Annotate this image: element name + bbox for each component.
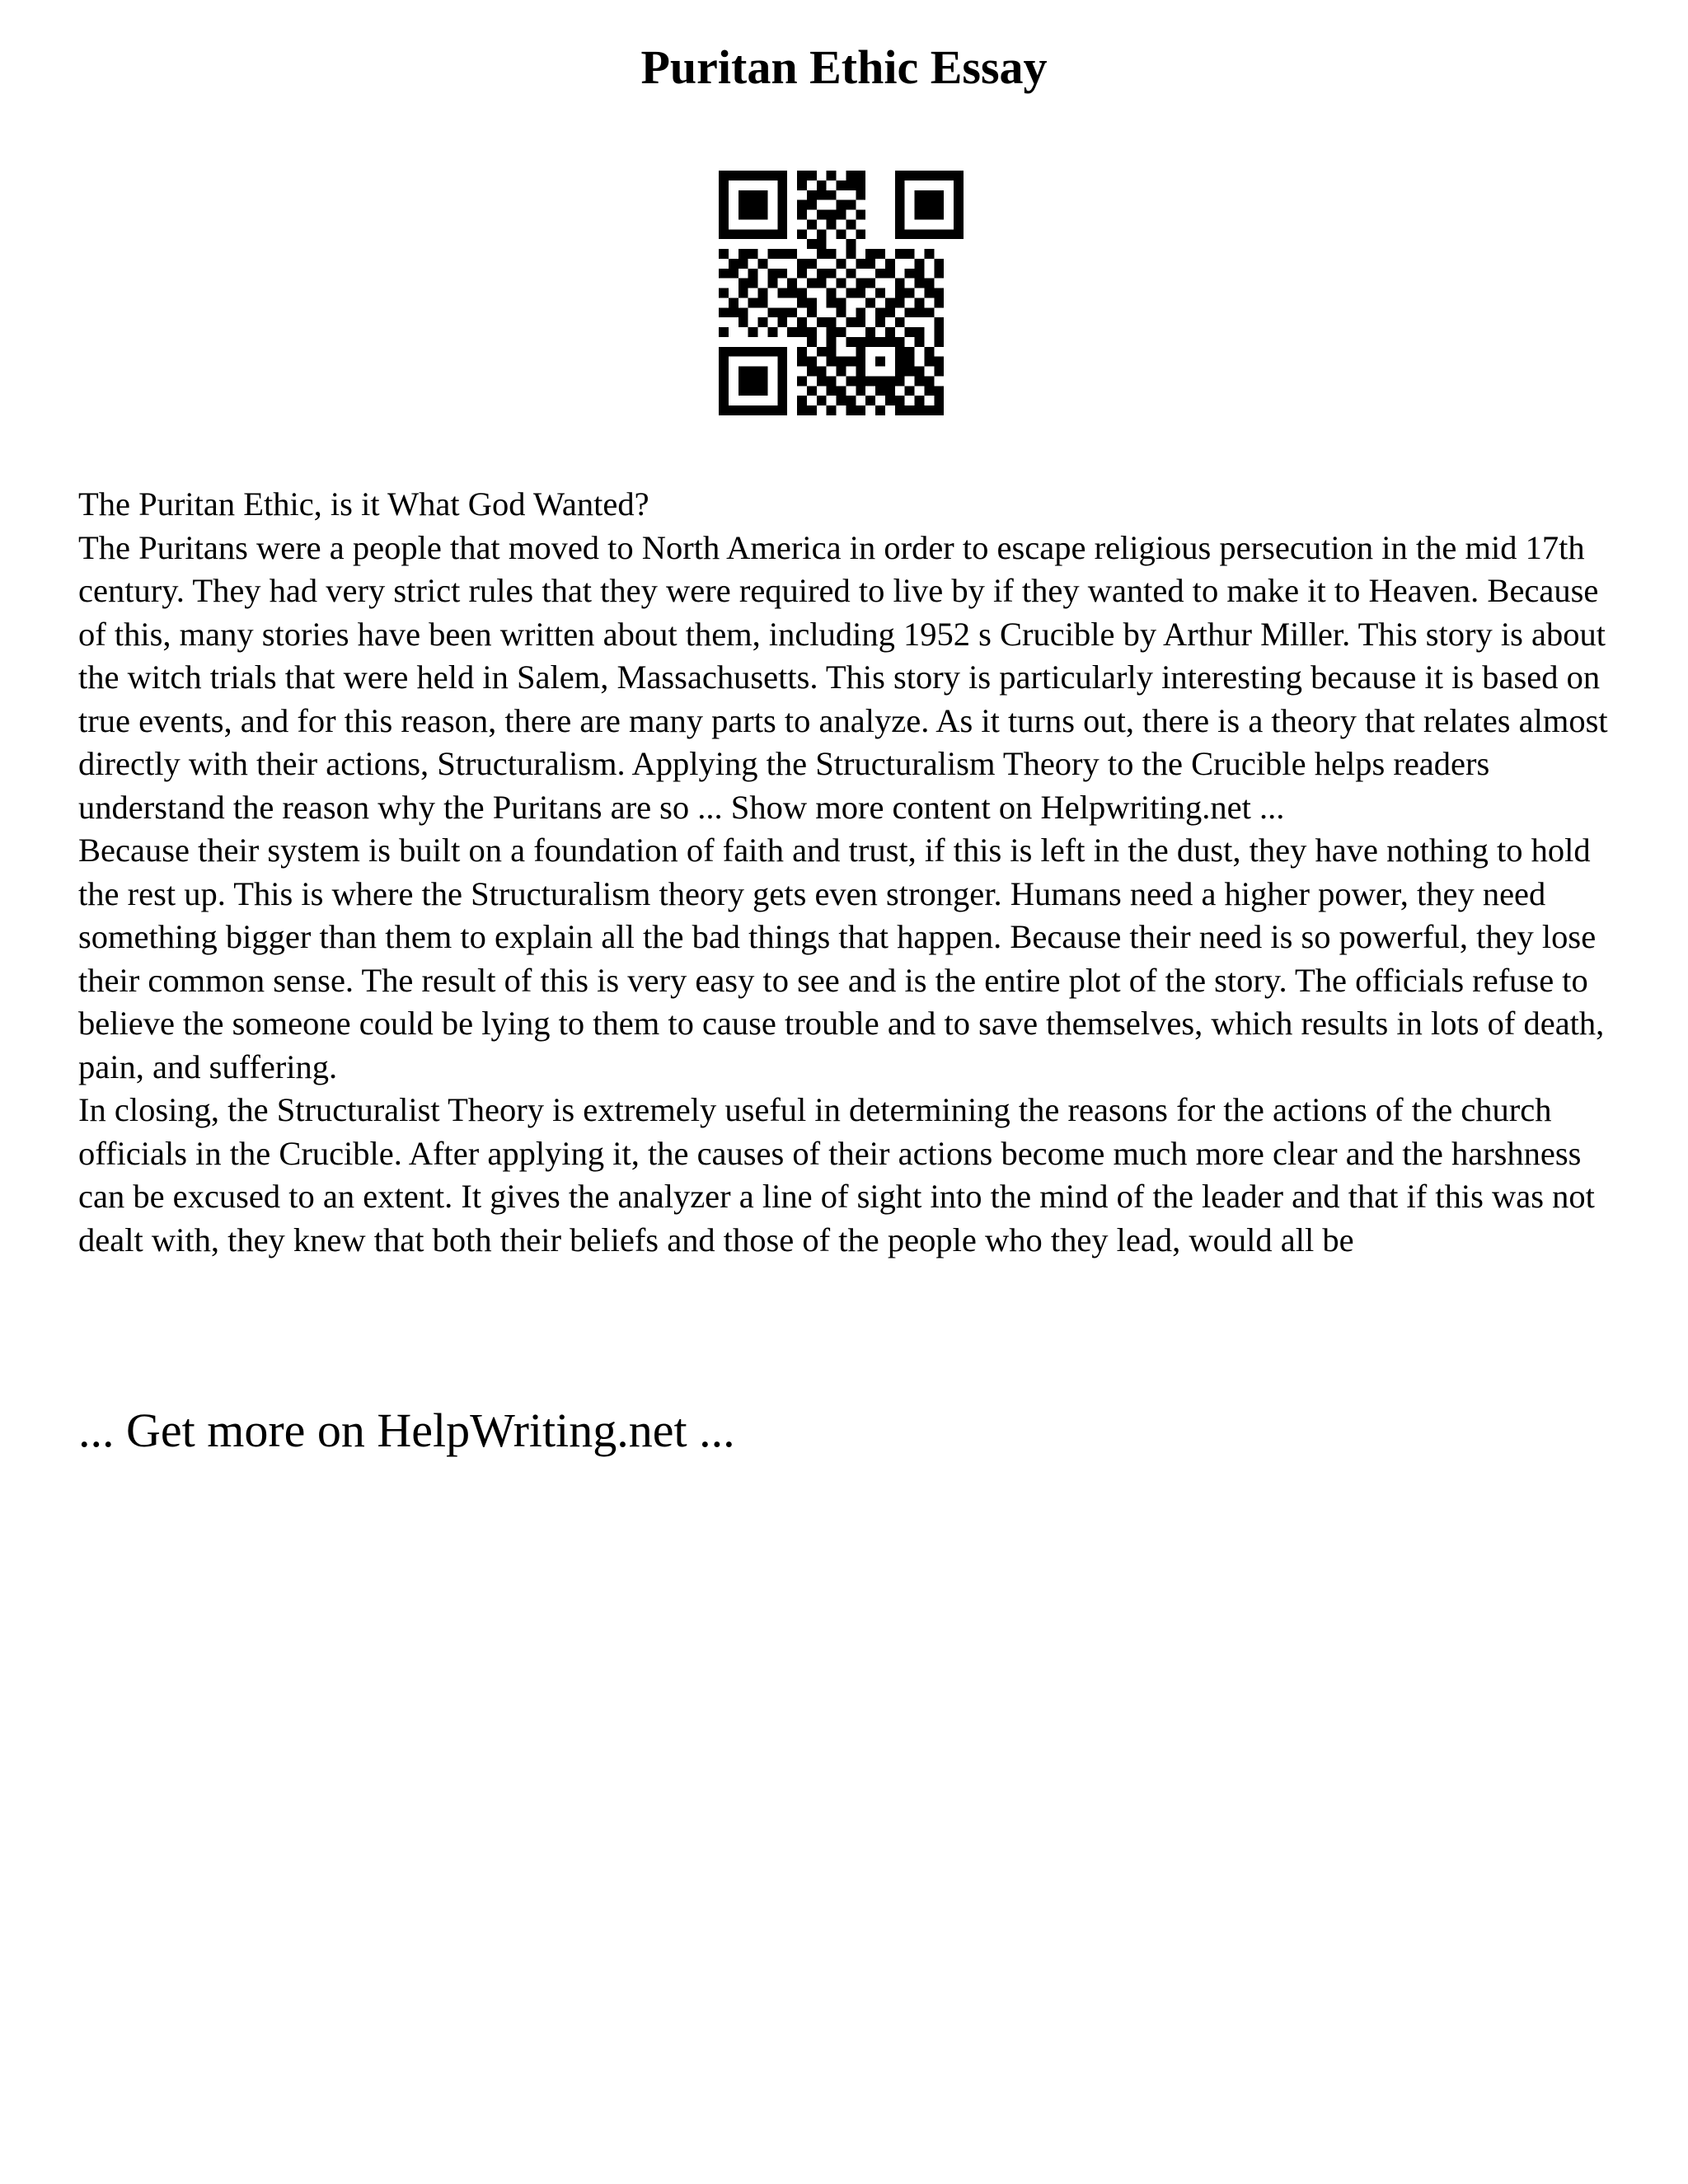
get-more-link[interactable]: ... Get more on HelpWriting.net ... (78, 1404, 735, 1457)
essay-paragraph: Because their system is built on a foundation of faith and trust, if this is left in the dust, they have nothing to hold the rest up. This is where the Structuralism theory gets even stronger. Humans need a higher power, they need something bigger than them to explain all the bad things that happen. Because their need is so powerful, they lose their common sense. The result of this is very easy to see and is the entire plot of the story. The officials refuse to believe the someone could be lying to them to cause trouble and to save themselves, which results in lots of death, pain, and suffering. (78, 832, 1605, 1085)
qr-code-icon[interactable] (719, 171, 964, 415)
essay-paragraph: In closing, the Structuralist Theory is extremely useful in determining the reasons for the actions of the church officials in the Crucible. After applying it, the causes of their actions become much more clear and the harshness can be excused to an extent. It gives the analyzer a line of sight into the mind of the leader and that if this was not dealt with, they knew that both their beliefs and those of the people who they lead, would all be (78, 1091, 1595, 1258)
essay-paragraph: The Puritans were a people that moved to North America in order to escape religious persecution in the mid 17th century. They had very strict rules that they were required to live by if they wanted to make it to Heaven. Because of this, many stories have been written about them, including 1952 s Crucible by Arthur Miller. This story is about the witch trials that were held in Salem, Massachusetts. This story is particularly interesting because it is based on true events, and for this reason, there are many parts to analyze. As it turns out, there is a theory that relates almost directly with their actions, Structuralism. Applying the Structuralism Theory to the Crucible helps readers understand the reason why the Puritans are so ... Show more content on Helpwriting.net ... (78, 528, 1608, 826)
essay-body (78, 483, 1628, 1262)
page-title: Puritan Ethic Essay (640, 40, 1048, 94)
essay-heading-line: The Puritan Ethic, is it What God Wanted? (78, 485, 649, 523)
